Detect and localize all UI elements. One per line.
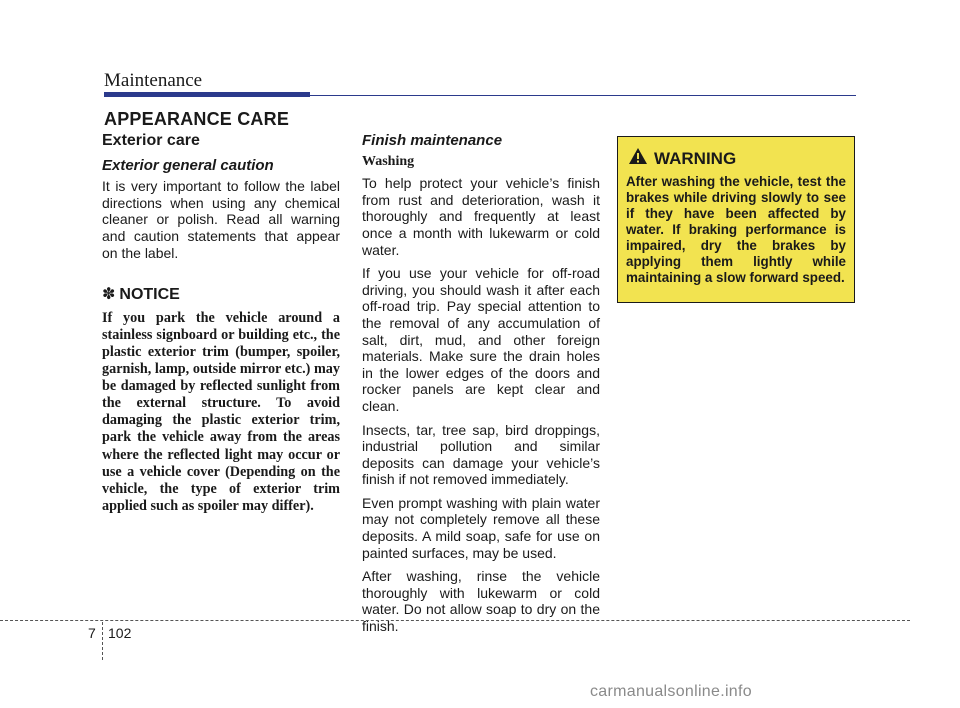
washing-label: Washing xyxy=(362,153,415,169)
warning-title: WARNING xyxy=(654,148,737,168)
washing-paragraph-5: After washing, rinse the vehicle thoroughly with lukewarm or cold water. Do not allow soap to dry on the finish. xyxy=(362,568,600,635)
warning-box xyxy=(617,136,855,303)
header-rule-thin xyxy=(310,95,856,96)
notice-title-label: NOTICE xyxy=(119,286,180,304)
warning-triangle-icon xyxy=(628,147,648,170)
exterior-caution-subheading: Exterior general caution xyxy=(102,156,274,174)
exterior-care-heading: Exterior care xyxy=(102,132,200,149)
section-title: APPEARANCE CARE xyxy=(104,109,290,129)
watermark-text: carmanualsonline.info xyxy=(590,683,752,700)
column-middle xyxy=(362,133,600,642)
footer-chapter-number: 7 xyxy=(88,625,96,641)
notice-title xyxy=(102,287,340,304)
header-rule-thick xyxy=(104,92,310,97)
chapter-header: Maintenance xyxy=(104,70,203,91)
washing-paragraph-3: Insects, tar, tree sap, bird droppings, industrial pollution and similar deposits can damage your vehicle’s finish if not removed immediately. xyxy=(362,421,600,488)
footer-page-number: 102 xyxy=(108,625,132,641)
footer-rule xyxy=(0,620,910,621)
warning-body: After washing the vehicle, test the brakes while driving slowly to see if they have been affected by water. If braking performance is impaired, dry the brakes by applying them lightly while maintaining a slow forward speed. xyxy=(626,174,846,285)
washing-paragraph-1: To help protect your vehicle’s finish from rust and deterioration, wash it thoroughly and frequently at least once a month with lukewarm or cold water. xyxy=(362,175,600,258)
washing-paragraph-2: If you use your vehicle for off-road driving, you should wash it after each off-road trip. Pay special attention to the removal of any accumulation of salt, dirt, mud, and other foreign materials. Make sure the drain holes in the lower edges of the doors and rocker panels are kept clear and clean. xyxy=(362,265,600,414)
exterior-caution-paragraph: It is very important to follow the label directions when using any chemical cleaner or polish. Read all warning and caution statements that appear on the label. xyxy=(102,178,340,261)
washing-paragraph-4: Even prompt washing with plain water may not completely remove all these deposits. A mild soap, safe for use on painted surfaces, may be used. xyxy=(362,494,600,561)
warning-title-row xyxy=(628,147,846,170)
notice-star-icon: ✽ xyxy=(102,286,116,304)
column-left xyxy=(102,133,340,515)
notice-body: If you park the vehicle around a stainless signboard or building etc., the plastic exterior trim (bumper, spoiler, garnish, lamp, outside mirror etc.) may be damaged by reflected sunlight from the external structure. To avoid damaging the plastic exterior trim, park the vehicle away from the areas where the reflected light may occur or use a vehicle cover (Depending on the vehicle, the type of exterior trim applied such as spoiler may differ). xyxy=(102,309,340,514)
footer-divider xyxy=(102,622,103,660)
finish-maintenance-subheading: Finish maintenance xyxy=(362,132,503,149)
